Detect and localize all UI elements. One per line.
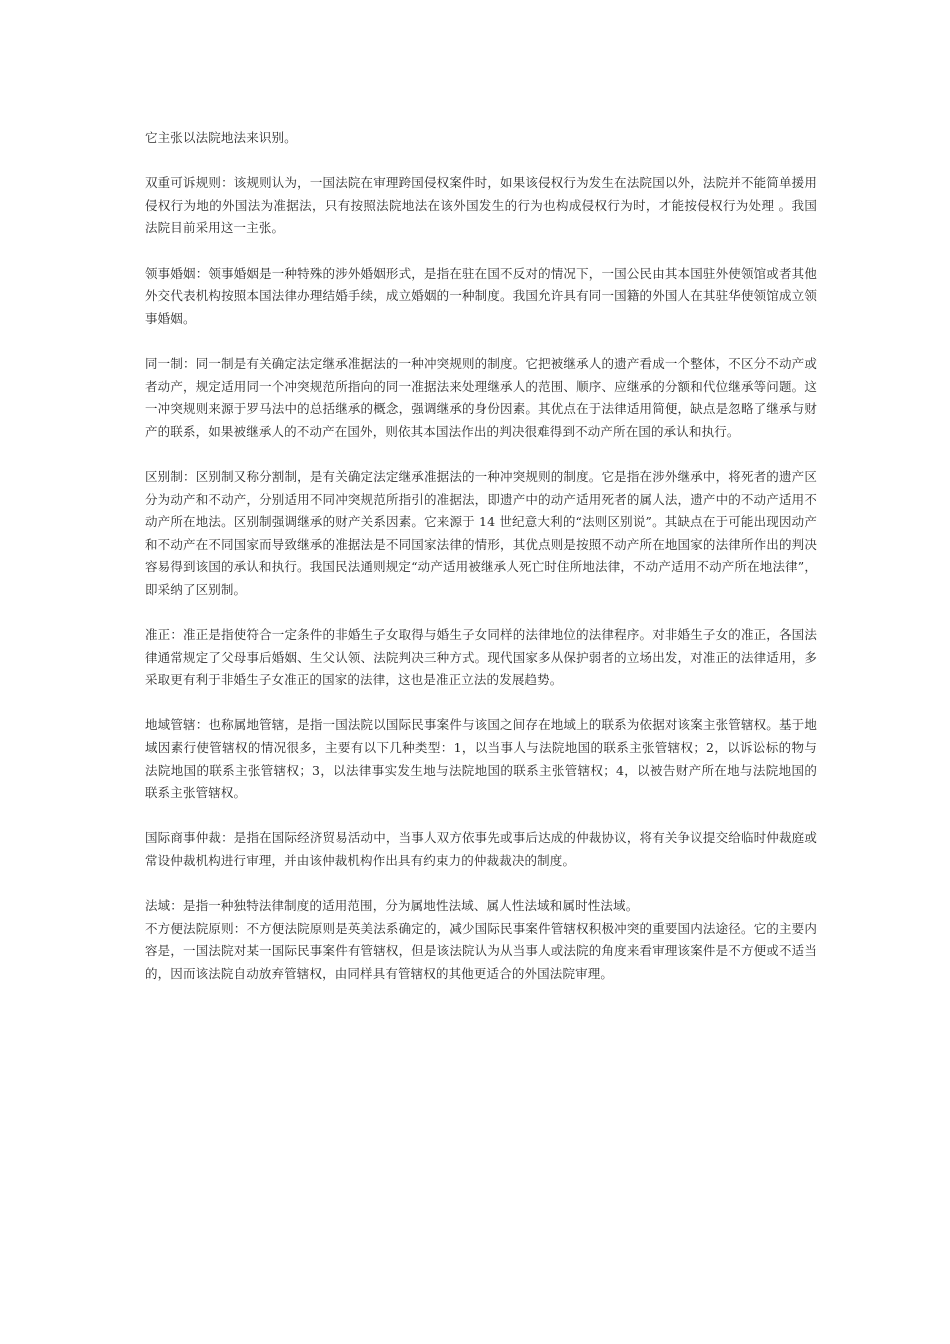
paragraph-double-actionability-rule: 双重可诉规则：该规则认为，一国法院在审理跨国侵权案件时，如果该侵权行为发生在法院国以外，法院并不能简单援用侵权行为地的外国法为准据法，只有按照法院地法在该外国发生的行为也构成侵权行为时，才能按侵权行为处理 。我国法院目前采用这一主张。	[145, 175, 817, 236]
paragraph-territorial-jurisdiction: 地域管辖：也称属地管辖，是指一国法院以国际民事案件与该国之间存在地域上的联系为依据对该案主张管辖权。基于地域因素行使管辖权的情况很多，主要有以下几种类型：1，以当事人与法院地国的联系主张管辖权；2，以诉讼标的物与法院地国的联系主张管辖权；3，以法律事实发生地与法院地国的联系主张管辖权；4，以被告财产所在地与法院地国的联系主张管辖权。	[145, 717, 817, 801]
paragraph-legitimation: 准正：准正是指使符合一定条件的非婚生子女取得与婚生子女同样的法律地位的法律程序。对非婚生子女的准正，各国法律通常规定了父母事后婚姻、生父认领、法院判决三种方式。现代国家多从保护弱者的立场出发，对准正的法律适用，多采取更有利于非婚生子女准正的国家的法律，这也是准正立法的发展趋势。	[145, 627, 817, 688]
paragraph-legal-unit: 法域：是指一种独特法律制度的适用范围，分为属地性法域、属人性法域和属时性法域。	[145, 898, 639, 914]
paragraph-international-commercial-arbitration: 国际商事仲裁：是指在国际经济贸易活动中，当事人双方依事先或事后达成的仲裁协议，将有关争议提交给临时仲裁庭或常设仲裁机构进行审理，并由该仲裁机构作出具有约束力的仲裁裁决的制度。	[145, 830, 817, 868]
document-body	[145, 127, 817, 1008]
paragraph-consular-marriage: 领事婚姻：领事婚姻是一种特殊的涉外婚姻形式，是指在驻在国不反对的情况下，一国公民由其本国驻外使领馆或者其他外交代表机构按照本国法律办理结婚手续，成立婚姻的一种制度。我国允许具有同一国籍的外国人在其驻华使领馆成立领事婚姻。	[145, 265, 817, 326]
paragraph-forum-non-conveniens: 不方便法院原则：不方便法院原则是英美法系确定的，减少国际民事案件管辖权积极冲突的重要国内法途径。它的主要内容是，一国法院对某一国际民事案件有管辖权，但是该法院认为从当事人或法院的角度来看审理该案件是不方便或不适当的，因而该法院自动放弃管辖权，由同样具有管辖权的其他更适合的外国法院审理。	[145, 920, 817, 981]
paragraph-identification-note: 它主张以法院地法来识别。	[145, 130, 297, 145]
paragraph-unitary-system: 同一制：同一制是有关确定法定继承准据法的一种冲突规则的制度。它把被继承人的遗产看成一个整体，不区分不动产或者动产，规定适用同一个冲突规范所指向的同一准据法来处理继承人的范围、顺序、应继承的分额和代位继承等问题。这一冲突规则来源于罗马法中的总括继承的概念，强调继承的身份因素。其优点在于法律适用简便，缺点是忽略了继承与财产的联系，如果被继承人的不动产在国外，则依其本国法作出的判决很难得到不动产所在国的承认和执行。	[145, 355, 817, 439]
paragraph-scission-system: 区别制：区别制又称分割制，是有关确定法定继承准据法的一种冲突规则的制度。它是指在涉外继承中，将死者的遗产区分为动产和不动产，分别适用不同冲突规范所指引的准据法，即遗产中的动产适用死者的属人法，遗产中的不动产适用不动产所在地法。区别制强调继承的财产关系因素。它来源于 14 世纪意大利的“法则区别说”。其缺点在于可能出现因动产和不动产在不同国家而导致继承的准据法是不同国家法律的情形，其优点则是按照不动产所在地国家的法律所作出的判决容易得到该国的承认和执行。我国民法通则规定“动产适用被继承人死亡时住所地法律，不动产适用不动产所在地法律”，即采纳了区别制。	[145, 468, 817, 597]
